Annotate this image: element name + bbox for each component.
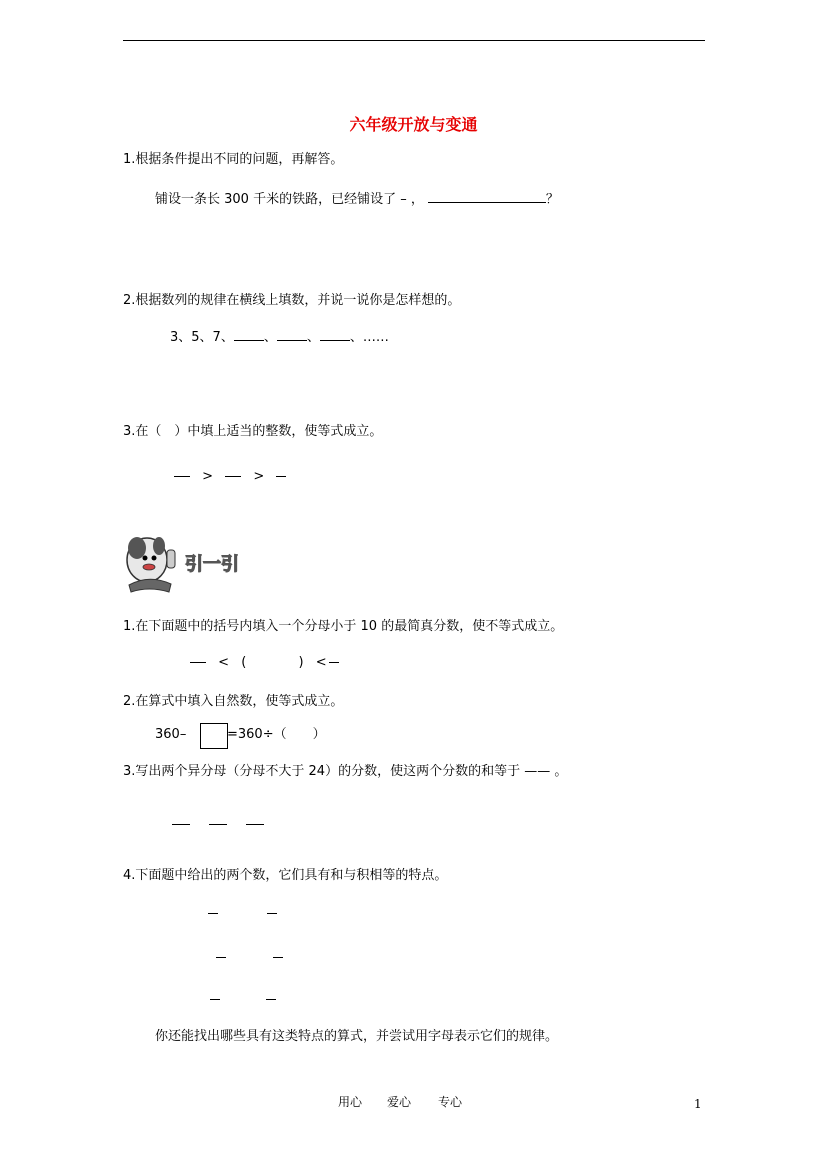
exercise-4-prompt: 4.下面题中给出的两个数，它们具有和与积相等的特点。 xyxy=(123,868,448,883)
footer-word: 爱心 xyxy=(387,1095,412,1109)
question-1-body xyxy=(155,190,559,208)
sequence-start: 3、5、7、 xyxy=(170,330,234,345)
fraction-bar xyxy=(276,476,286,477)
fraction-bar xyxy=(273,957,283,958)
answer-blank[interactable] xyxy=(428,190,546,203)
exercise-4-closing: 你还能找出哪些具有这类特点的算式，并尝试用字母表示它们的规律。 xyxy=(155,1029,559,1044)
question-mark: ？ xyxy=(545,192,559,207)
fraction-bar xyxy=(172,824,190,825)
page-number: 1 xyxy=(694,1097,702,1111)
sequence-sep: 、 xyxy=(349,330,363,345)
fraction-bar xyxy=(266,999,276,1000)
paren-close: ) xyxy=(298,655,304,670)
answer-box[interactable] xyxy=(200,723,228,749)
fraction-bar xyxy=(174,476,190,477)
fraction-bar xyxy=(190,662,206,663)
section-label: 引一引 xyxy=(185,554,239,575)
mascot-icon xyxy=(119,530,243,596)
fraction-bar xyxy=(210,999,220,1000)
exercise-1-inequality xyxy=(188,655,341,671)
sequence-ellipsis: …… xyxy=(362,330,389,345)
exercise-1-prompt: 1.在下面题中的括号内填入一个分母小于 10 的最简真分数，使不等式成立。 xyxy=(123,619,564,634)
sequence-blank-3[interactable] xyxy=(320,328,350,341)
fraction-bar xyxy=(267,913,277,914)
fraction-bar xyxy=(208,913,218,914)
inequality-chain xyxy=(172,469,288,485)
header-rule xyxy=(123,40,705,41)
footer-word: 用心 xyxy=(338,1095,363,1109)
less-than-sign: < xyxy=(315,655,327,670)
equation-left: 360– xyxy=(155,727,187,742)
number-sequence xyxy=(170,328,389,346)
page-title: 六年级开放与变通 xyxy=(349,115,478,134)
fraction-bar xyxy=(209,824,227,825)
sequence-blank-2[interactable] xyxy=(277,328,307,341)
exercise-2-prompt: 2.在算式中填入自然数，使等式成立。 xyxy=(123,694,344,709)
fraction-bar xyxy=(225,476,241,477)
paren-open: ( xyxy=(241,655,247,670)
fraction-bar xyxy=(329,662,339,663)
section-mascot xyxy=(119,530,243,596)
fraction-bar xyxy=(216,957,226,958)
exercise-3-prompt: 3.写出两个异分母（分母不大于 24）的分数，使这两个分数的和等于 —— 。 xyxy=(123,764,568,779)
equation-right: =360÷（ ） xyxy=(227,727,326,742)
question-2-prompt: 2.根据数列的规律在横线上填数，并说一说你是怎样想的。 xyxy=(123,293,461,308)
greater-than-sign: > xyxy=(202,469,214,484)
footer-word: 专心 xyxy=(438,1095,463,1109)
greater-than-sign: > xyxy=(253,469,265,484)
question-1-prompt: 1.根据条件提出不同的问题，再解答。 xyxy=(123,152,344,167)
question-3-prompt: 3.在（ ）中填上适当的整数，使等式成立。 xyxy=(123,424,383,439)
question-1-body-text: 铺设一条长 300 千米的铁路，已经铺设了 – ， xyxy=(155,192,424,207)
sequence-sep: 、 xyxy=(263,330,277,345)
sequence-sep: 、 xyxy=(306,330,320,345)
less-than-sign: < xyxy=(218,655,230,670)
sequence-blank-1[interactable] xyxy=(234,328,264,341)
fraction-bar xyxy=(246,824,264,825)
